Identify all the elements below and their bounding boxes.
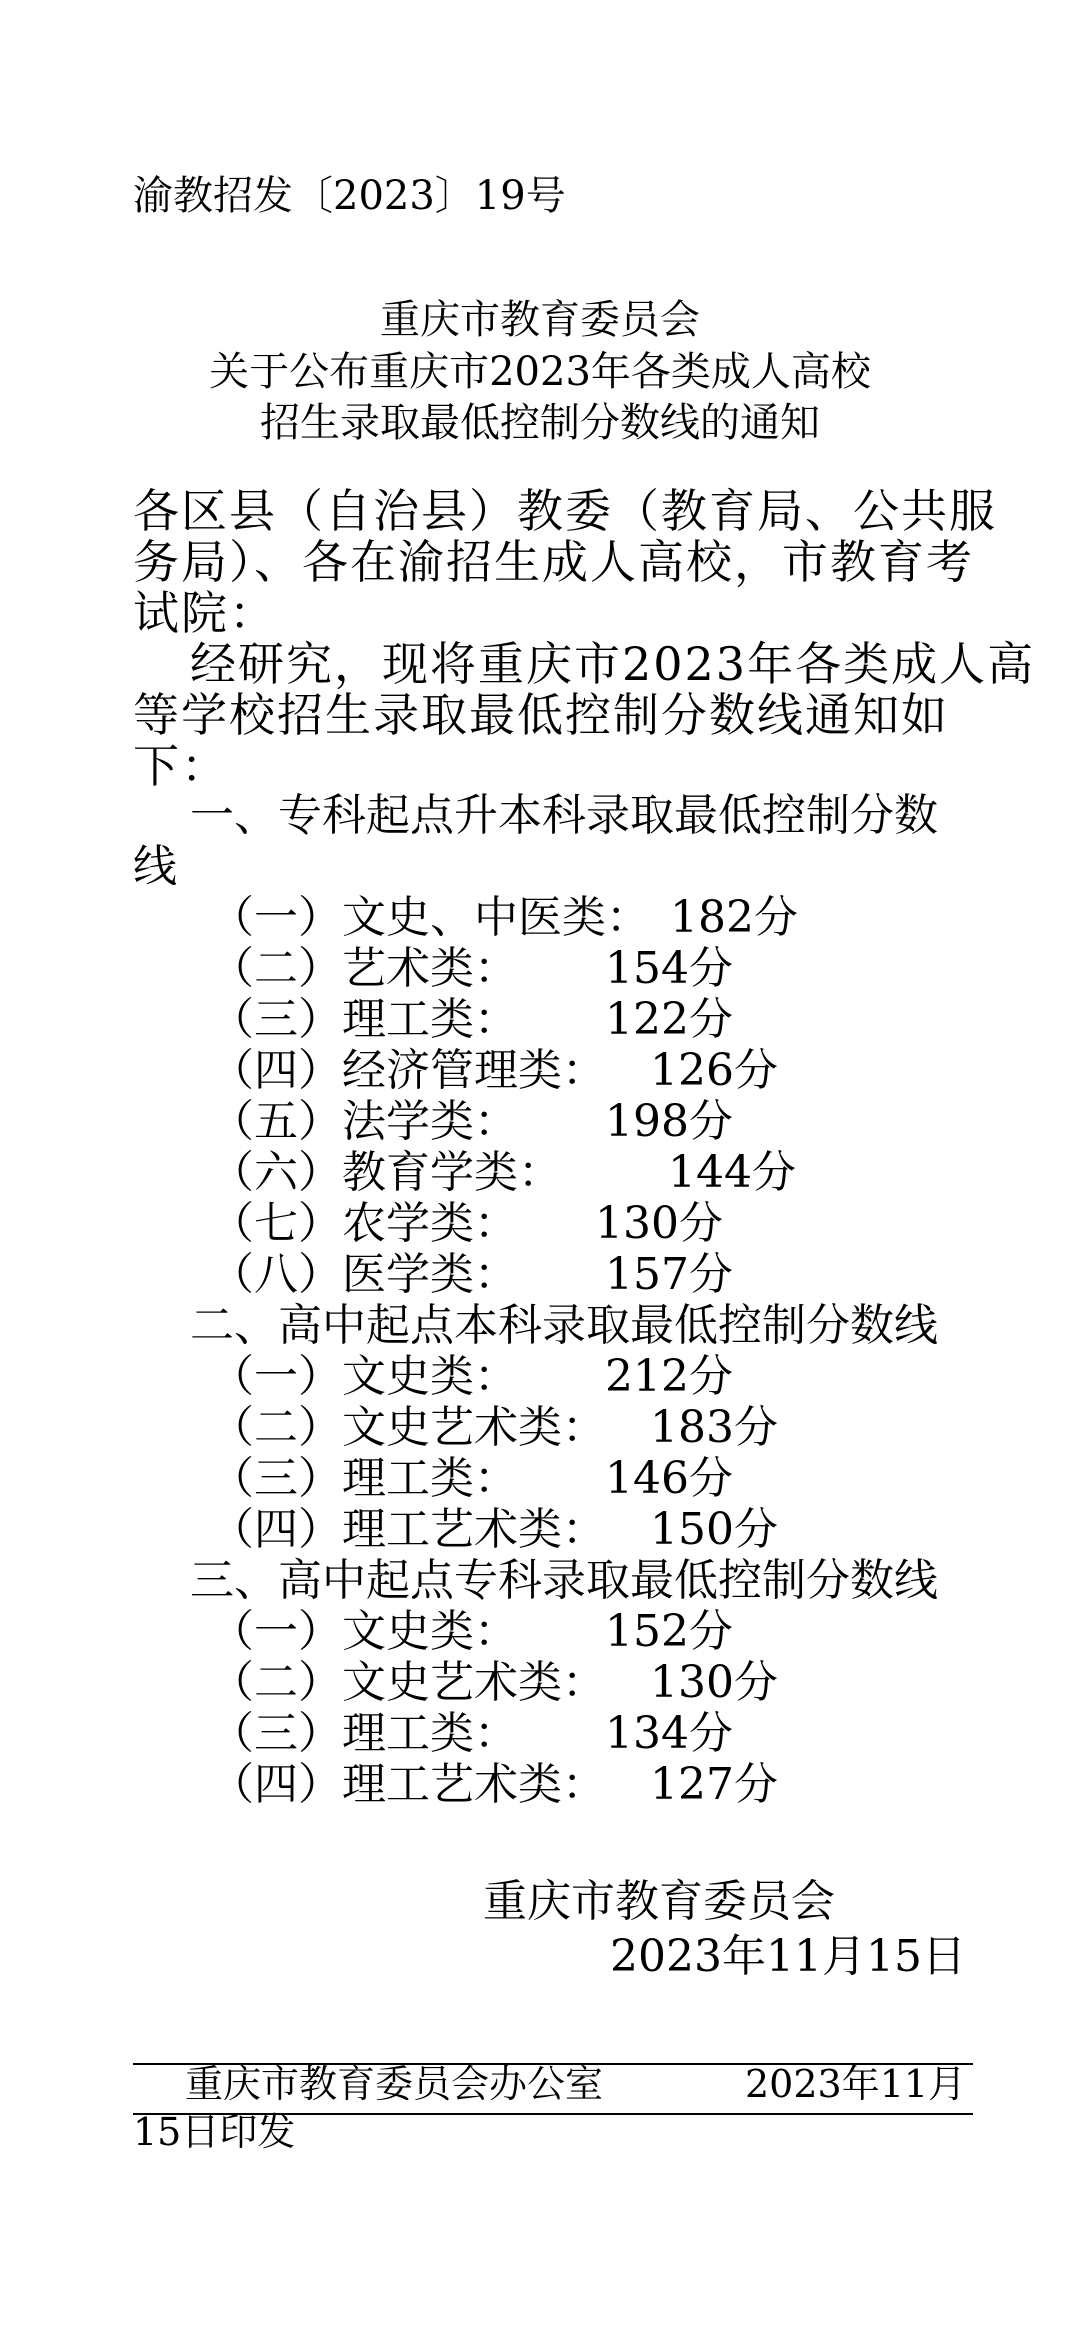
category-score: 150分 <box>650 1504 778 1555</box>
category-score: 122分 <box>605 994 733 1045</box>
category-score: 134分 <box>605 1708 733 1759</box>
section-3-heading: 三、高中起点专科录取最低控制分数线 <box>190 1555 938 1606</box>
category-label: （三）理工类： <box>210 994 518 1045</box>
category-score: 157分 <box>605 1249 733 1300</box>
category-score: 183分 <box>650 1402 778 1453</box>
category-label: （一）文史类： <box>210 1351 518 1402</box>
category-label: （一）文史、中医类： <box>210 892 650 943</box>
category-label: （二）文史艺术类： <box>210 1402 606 1453</box>
category-score: 212分 <box>605 1351 733 1402</box>
addressee-line-2: 务局）、各在渝招生成人高校，市教育考 <box>133 535 974 589</box>
category-score: 130分 <box>650 1657 778 1708</box>
title-line-2: 关于公布重庆市2023年各类成人高校 <box>209 349 871 395</box>
intro-line-1: 经研究，现将重庆市2023年各类成人高 <box>190 637 1036 691</box>
category-label: （四）理工艺术类： <box>210 1504 606 1555</box>
category-score: 146分 <box>605 1453 733 1504</box>
category-score: 198分 <box>605 1096 733 1147</box>
category-label: （四）理工艺术类： <box>210 1759 606 1810</box>
category-label: （四）经济管理类： <box>210 1045 606 1096</box>
category-label: （六）教育学类： <box>210 1147 562 1198</box>
category-score: 152分 <box>605 1606 733 1657</box>
category-label: （二）艺术类： <box>210 943 518 994</box>
section-2-heading: 二、高中起点本科录取最低控制分数线 <box>190 1300 938 1351</box>
category-score: 130分 <box>595 1198 723 1249</box>
title-issuer: 重庆市教育委员会 <box>380 297 700 343</box>
intro-line-3: 下： <box>133 739 229 793</box>
section-1-heading: 一、专科起点升本科录取最低控制分数 <box>190 790 938 841</box>
addressee-line-3: 试院： <box>133 586 277 640</box>
intro-line-2: 等学校招生录取最低控制分数线通知如 <box>133 688 949 742</box>
category-score: 126分 <box>650 1045 778 1096</box>
category-label: （二）文史艺术类： <box>210 1657 606 1708</box>
category-label: （三）理工类： <box>210 1708 518 1759</box>
category-score: 127分 <box>650 1759 778 1810</box>
category-label: （三）理工类： <box>210 1453 518 1504</box>
footer-date-part2: 15日印发 <box>133 2110 296 2154</box>
title-line-3: 招生录取最低控制分数线的通知 <box>260 400 820 446</box>
category-label: （五）法学类： <box>210 1096 518 1147</box>
section-1-heading-cont: 线 <box>133 841 177 892</box>
signature-date: 2023年11月15日 <box>610 1931 966 1982</box>
footer-office: 重庆市教育委员会办公室 <box>185 2062 604 2106</box>
category-label: （七）农学类： <box>210 1198 518 1249</box>
signature-org: 重庆市教育委员会 <box>483 1876 835 1927</box>
addressee-line-1: 各区县（自治县）教委（教育局、公共服 <box>133 484 997 538</box>
document-number: 渝教招发〔2023〕19号 <box>133 173 566 219</box>
footer-date-part1: 2023年11月 <box>745 2062 967 2106</box>
category-score: 182分 <box>670 892 798 943</box>
category-label: （一）文史类： <box>210 1606 518 1657</box>
category-score: 144分 <box>668 1147 796 1198</box>
category-label: （八）医学类： <box>210 1249 518 1300</box>
category-score: 154分 <box>605 943 733 994</box>
